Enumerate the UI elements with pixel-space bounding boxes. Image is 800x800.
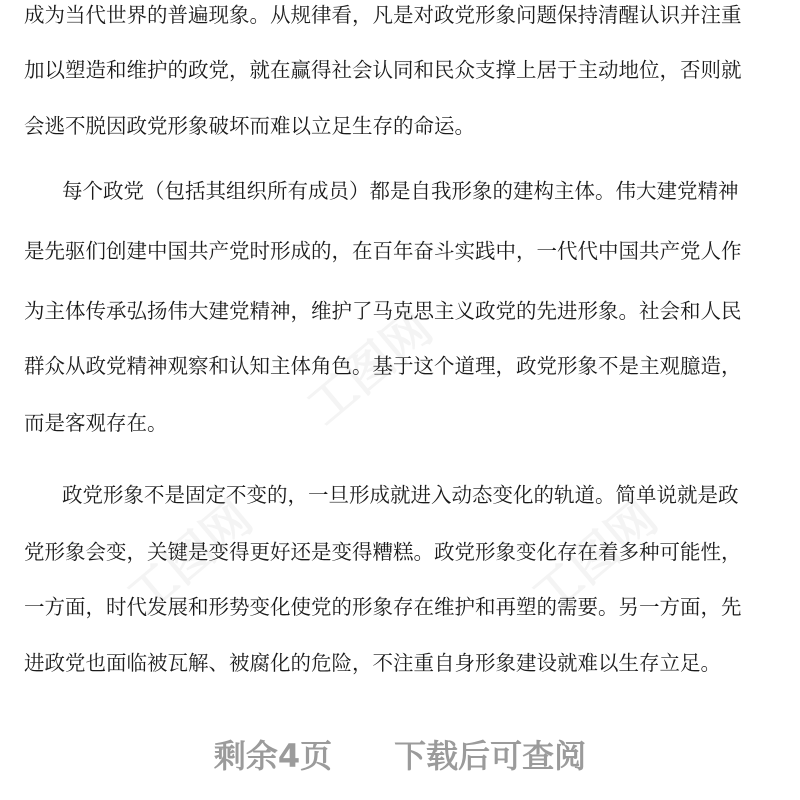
- paragraph-2-line-5: 而是客观存在。: [24, 411, 168, 435]
- paragraph-2-line-4: 群众从政党精神观察和认知主体角色。基于这个道理，政党形象不是主观臆造，: [24, 354, 742, 378]
- paragraph-1-line-2: 加以塑造和维护的政党，就在赢得社会认同和民众支撑上居于主动地位，否则就: [24, 58, 742, 82]
- paragraph-3-line-1: 政党形象不是固定不变的，一旦形成就进入动态变化的轨道。简单说就是政: [62, 483, 739, 507]
- watermark: 工图网: [116, 490, 264, 626]
- paragraph-3-line-4: 进政党也面临被瓦解、被腐化的危险，不注重自身形象建设就难以生存立足。: [24, 651, 721, 675]
- remaining-pages-label: 剩余4页: [213, 737, 333, 775]
- paragraph-2-line-2: 是先驱们创建中国共产党时形成的，在百年奋斗实践中，一代代中国共产党人作: [24, 239, 742, 263]
- watermark: 工图网: [296, 300, 444, 436]
- download-footer[interactable]: [0, 733, 800, 779]
- paragraph-3-line-3: 一方面，时代发展和形势变化使党的形象存在维护和再塑的需要。另一方面，先: [24, 595, 742, 619]
- paragraph-2-line-1: 每个政党（包括其组织所有成员）都是自我形象的建构主体。伟大建党精神: [62, 179, 739, 203]
- download-to-view-link[interactable]: 下载后可查阅: [394, 737, 587, 775]
- watermark: 工图网: [521, 490, 669, 626]
- paragraph-1-line-1: 成为当代世界的普遍现象。从规律看，凡是对政党形象问题保持清醒认识并注重: [24, 3, 742, 27]
- paragraph-2-line-3: 为主体传承弘扬伟大建党精神，维护了马克思主义政党的先进形象。社会和人民: [24, 299, 742, 323]
- paragraph-1-line-3: 会逃不脱因政党形象破坏而难以立足生存的命运。: [24, 114, 475, 138]
- paragraph-3-line-2: 党形象会变，关键是变得更好还是变得糟糕。政党形象变化存在着多种可能性，: [24, 540, 742, 564]
